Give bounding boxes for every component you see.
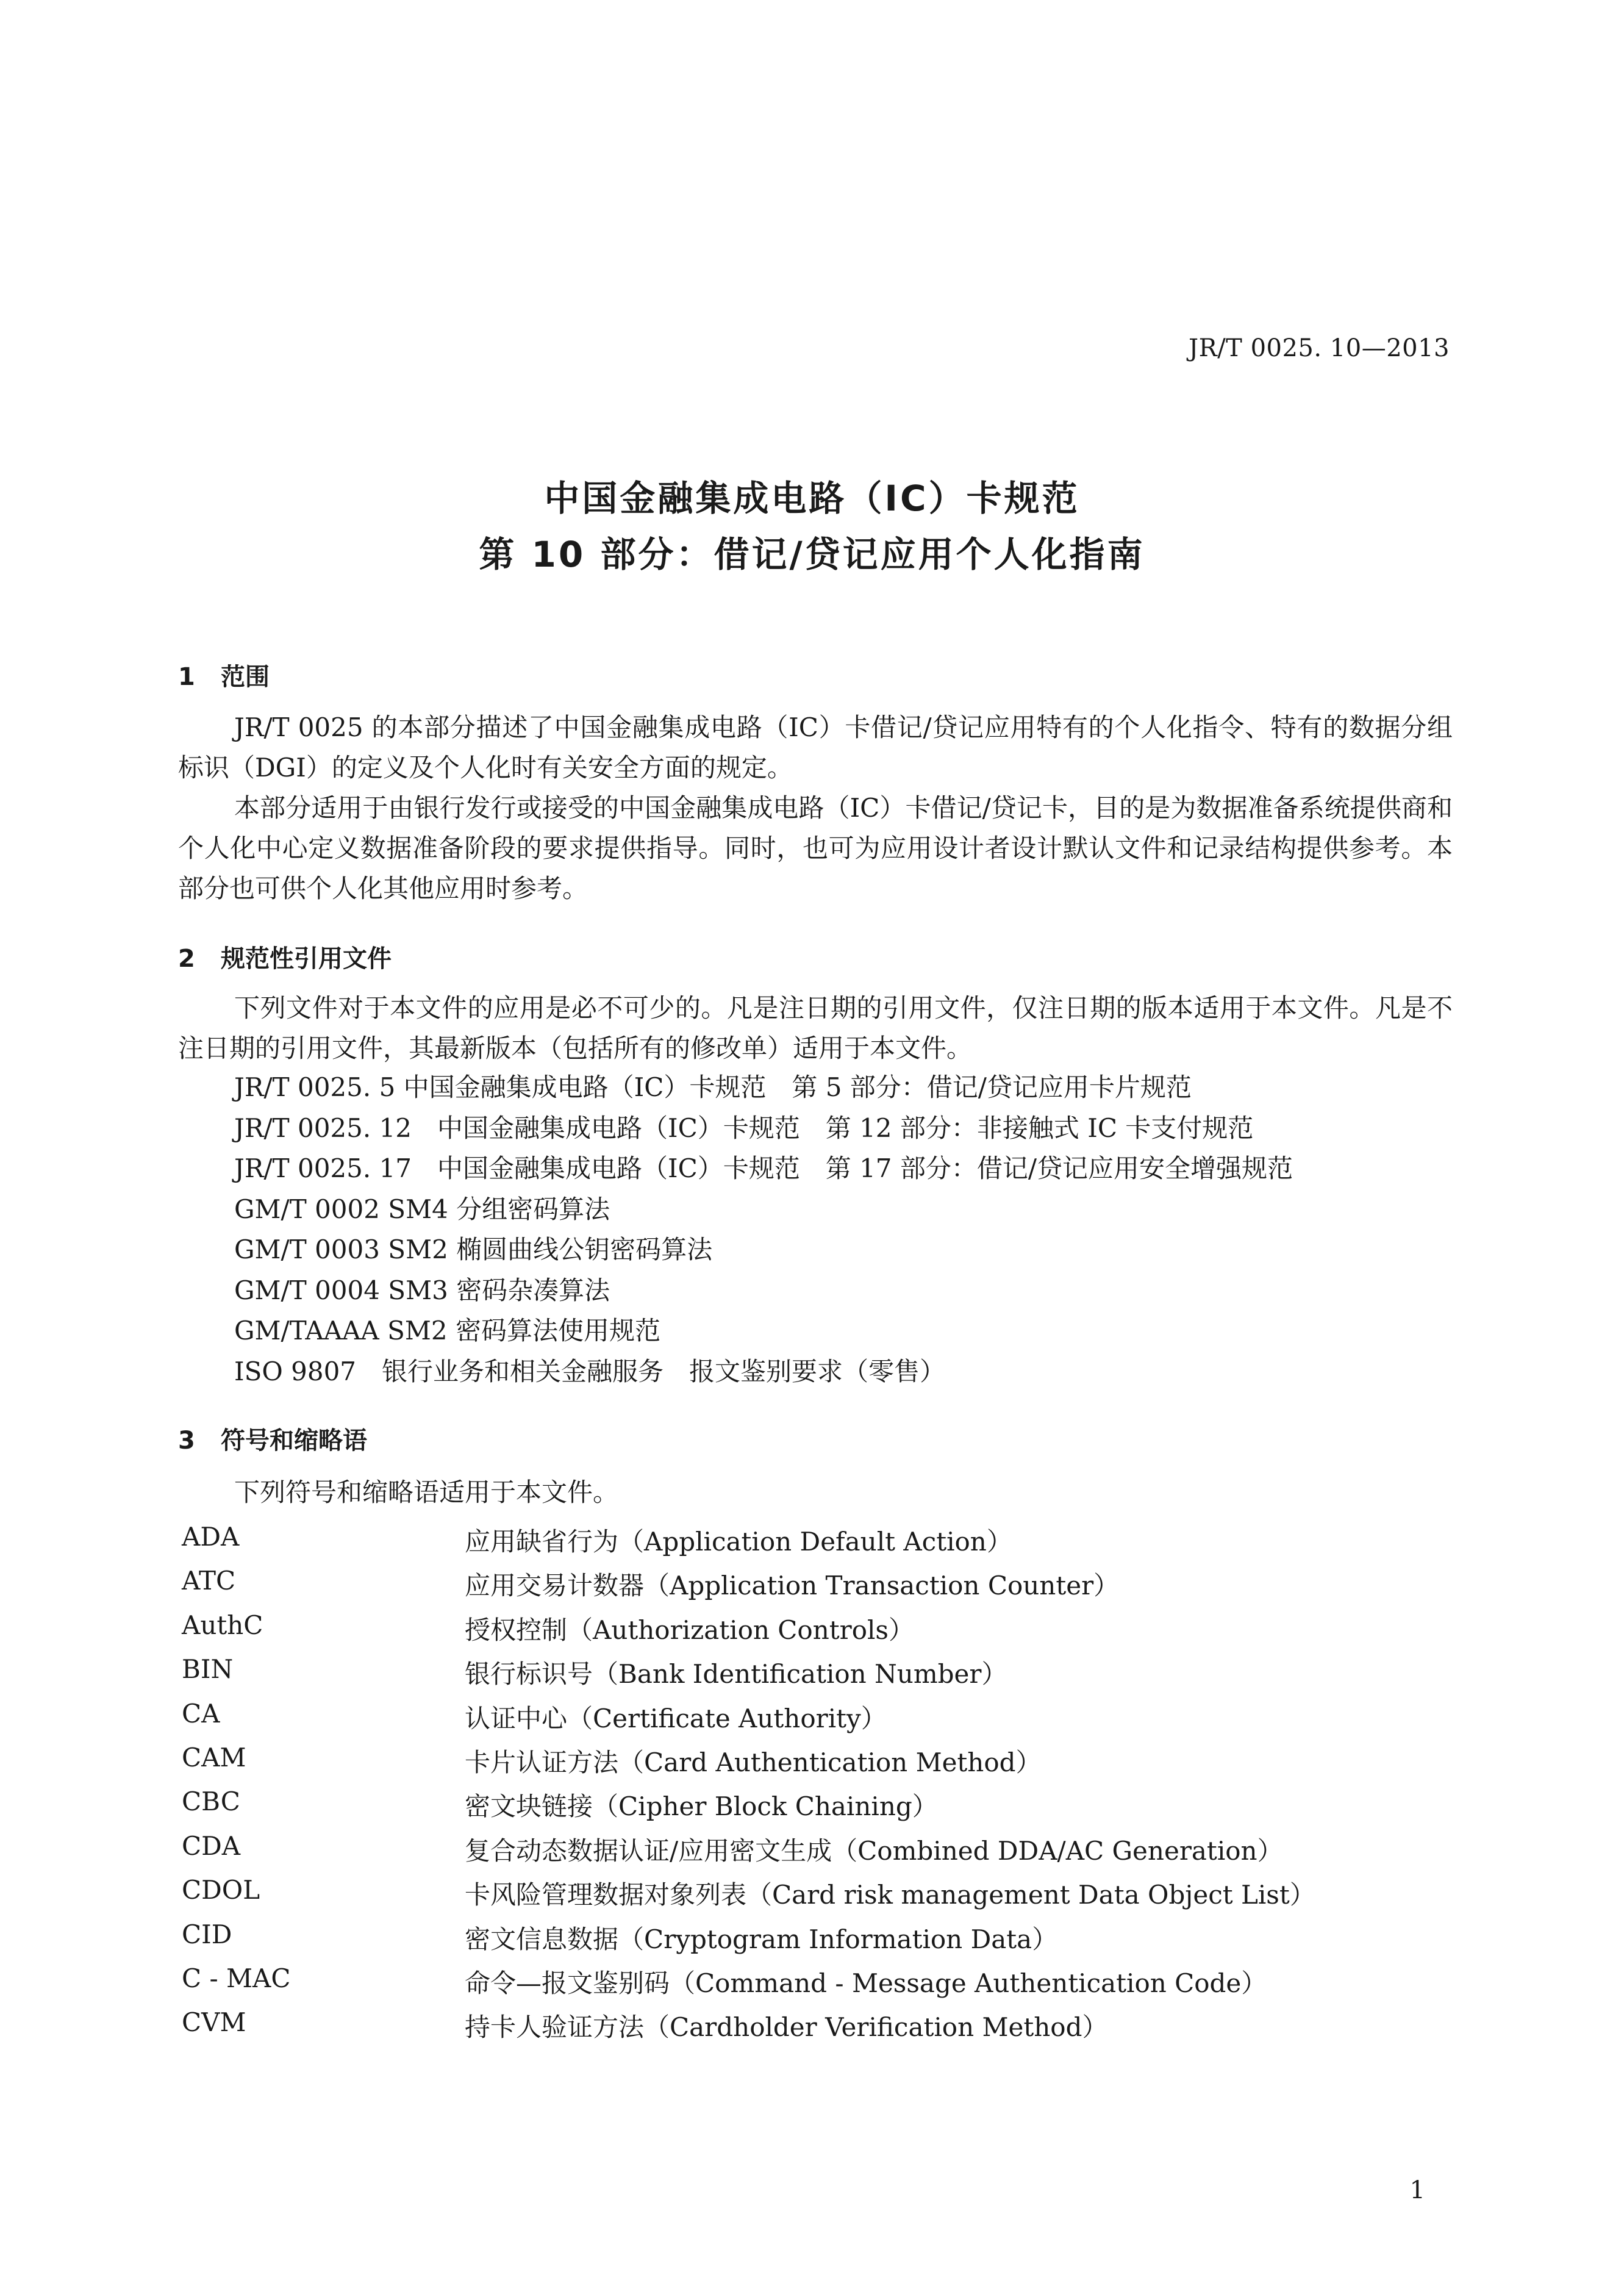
abbreviation-term: ATC bbox=[182, 1566, 236, 1596]
abbreviations-intro: 下列符号和缩略语适用于本文件。 bbox=[234, 1477, 619, 1507]
paragraph: JR/T 0025 的本部分描述了中国金融集成电路（IC）卡借记/贷记应用特有的个人化指令、特有的数据分组标识（DGI）的定义及个人化时有关安全方面的规定。 bbox=[178, 712, 1453, 783]
abbreviation-definition: 卡风险管理数据对象列表（Card risk management Data Object List） bbox=[465, 1880, 1315, 1910]
reference-item: GM/T 0004 SM3 密码杂凑算法 bbox=[234, 1275, 610, 1305]
abbreviation-definition: 命令—报文鉴别码（Command - Message Authentication Code） bbox=[465, 1968, 1267, 1998]
reference-item: JR/T 0025. 12 中国金融集成电路（IC）卡规范 第 12 部分：非接触式 IC 卡支付规范 bbox=[234, 1113, 1254, 1143]
abbreviation-definition: 授权控制（Authorization Controls） bbox=[465, 1615, 914, 1645]
section-3-heading bbox=[178, 1421, 367, 1456]
section-2-heading bbox=[178, 939, 392, 974]
abbreviation-term: CAM bbox=[182, 1742, 246, 1772]
abbreviation-term: CBC bbox=[182, 1787, 240, 1817]
abbreviation-definition: 应用缺省行为（Application Default Action） bbox=[465, 1527, 1012, 1557]
section-number: 2 bbox=[178, 945, 195, 973]
section-title: 符号和缩略语 bbox=[221, 1427, 367, 1455]
standard-code: JR/T 0025. 10—2013 bbox=[1189, 334, 1450, 362]
abbreviation-definition: 密文信息数据（Cryptogram Information Data） bbox=[465, 1924, 1058, 1954]
abbreviation-term: CDOL bbox=[182, 1875, 260, 1905]
paragraph: 本部分适用于由银行发行或接受的中国金融集成电路（IC）卡借记/贷记卡，目的是为数据准备系统提供商和个人化中心定义数据准备阶段的要求提供指导。同时，也可为应用设计者设计默认文件和记录结构提供参考。本部分也可供个人化其他应用时参考。 bbox=[178, 793, 1453, 903]
reference-item: JR/T 0025. 17 中国金融集成电路（IC）卡规范 第 17 部分：借记/贷记应用安全增强规范 bbox=[234, 1153, 1293, 1183]
abbreviation-definition: 卡片认证方法（Card Authentication Method） bbox=[465, 1747, 1042, 1777]
abbreviation-term: CDA bbox=[182, 1830, 241, 1861]
section-number: 3 bbox=[178, 1427, 195, 1455]
reference-item: GM/T 0003 SM2 椭圆曲线公钥密码算法 bbox=[234, 1235, 713, 1264]
section-title: 范围 bbox=[221, 663, 270, 691]
abbreviation-term: ADA bbox=[182, 1522, 240, 1552]
abbreviation-definition: 认证中心（Certificate Authority） bbox=[465, 1703, 887, 1733]
page-number: 1 bbox=[1409, 2176, 1425, 2204]
document-title-line2: 第 10 部分：借记/贷记应用个人化指南 bbox=[479, 534, 1145, 575]
section-number: 1 bbox=[178, 663, 195, 691]
section-title: 规范性引用文件 bbox=[221, 945, 392, 973]
reference-item: GM/T 0002 SM4 分组密码算法 bbox=[234, 1194, 610, 1224]
reference-item: GM/TAAAA SM2 密码算法使用规范 bbox=[234, 1316, 660, 1346]
section-1-heading bbox=[178, 658, 270, 692]
abbreviation-definition: 密文块链接（Cipher Block Chaining） bbox=[465, 1791, 938, 1822]
reference-item: JR/T 0025. 5 中国金融集成电路（IC）卡规范 第 5 部分：借记/贷记应用卡片规范 bbox=[234, 1072, 1192, 1102]
document-title-line1: 中国金融集成电路（IC）卡规范 bbox=[544, 478, 1080, 519]
reference-item: ISO 9807 银行业务和相关金融服务 报文鉴别要求（零售） bbox=[234, 1356, 946, 1386]
abbreviation-term: CID bbox=[182, 1919, 232, 1949]
reference-list bbox=[234, 1067, 1293, 1392]
abbreviation-definition: 银行标识号（Bank Identification Number） bbox=[465, 1659, 1007, 1690]
abbreviation-definition: 复合动态数据认证/应用密文生成（Combined DDA/AC Generation） bbox=[465, 1835, 1283, 1866]
abbreviation-definition: 持卡人验证方法（Cardholder Verification Method） bbox=[465, 2012, 1108, 2043]
abbreviation-term: AuthC bbox=[182, 1610, 263, 1640]
abbreviation-definition: 应用交易计数器（Application Transaction Counter） bbox=[465, 1571, 1120, 1601]
abbreviation-term: CVM bbox=[182, 2007, 246, 2038]
abbreviation-term: BIN bbox=[182, 1654, 234, 1685]
paragraph: 下列文件对于本文件的应用是必不可少的。凡是注日期的引用文件，仅注日期的版本适用于本文件。凡是不注日期的引用文件，其最新版本（包括所有的修改单）适用于本文件。 bbox=[178, 993, 1453, 1063]
abbreviation-term: CA bbox=[182, 1698, 220, 1729]
abbreviation-term: C - MAC bbox=[182, 1963, 291, 1993]
